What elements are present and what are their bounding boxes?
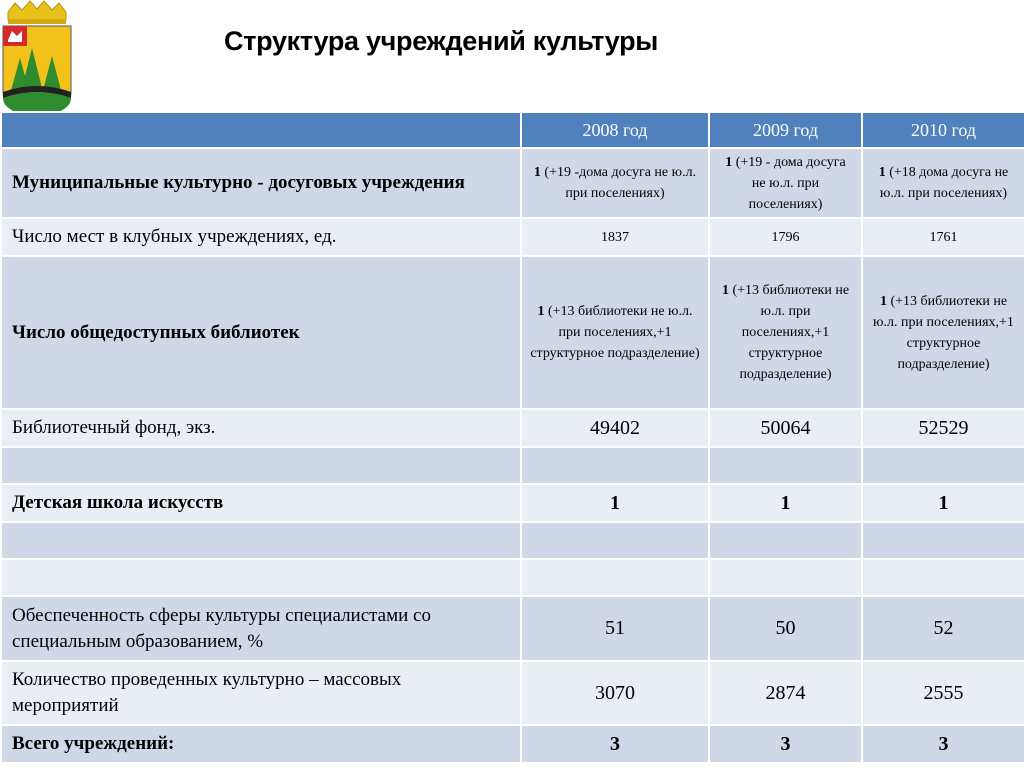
table-cell: 3 (709, 725, 862, 763)
table-cell: 50064 (709, 409, 862, 447)
coat-of-arms-icon (0, 0, 74, 120)
header-2008: 2008 год (521, 112, 709, 148)
table-cell: 1 (+19 - дома досуга не ю.л. при поселениях) (709, 148, 862, 218)
table-cell: 52 (862, 596, 1024, 661)
table-cell: 1 (521, 484, 709, 522)
header-2009: 2009 год (709, 112, 862, 148)
table-cell: 1 (+19 -дома досуга не ю.л. при поселениях) (521, 148, 709, 218)
empty-row (1, 447, 1024, 484)
table-cell: 1 (+18 дома досуга не ю.л. при поселениях) (862, 148, 1024, 218)
table-row (1, 148, 1024, 218)
page-title: Структура учреждений культуры (224, 26, 659, 56)
header-2010: 2010 год (862, 112, 1024, 148)
table-row (1, 218, 1024, 256)
table-cell: 1 (+13 библиотеки не ю.л. при поселениях,+1 структурное подразделение) (862, 256, 1024, 409)
table-row (1, 596, 1024, 661)
header-empty (1, 112, 521, 148)
table-cell: 51 (521, 596, 709, 661)
row-label: Библиотечный фонд, экз. (1, 409, 521, 447)
row-label: Число общедоступных библиотек (1, 256, 521, 409)
table-cell: 52529 (862, 409, 1024, 447)
row-label: Всего учреждений: (1, 725, 521, 763)
table-cell: 1 (862, 484, 1024, 522)
row-label: Обеспеченность сферы культуры специалистами со специальным образованием, % (1, 596, 521, 661)
table-cell: 1796 (709, 218, 862, 256)
table-cell: 1 (+13 библиотеки не ю.л. при поселениях,+1 структурное подразделение) (521, 256, 709, 409)
culture-table (0, 111, 1024, 764)
row-label: Количество проведенных культурно – массовых мероприятий (1, 661, 521, 725)
table-cell: 2874 (709, 661, 862, 725)
table-row (1, 661, 1024, 725)
table-row (1, 256, 1024, 409)
table-cell: 50 (709, 596, 862, 661)
table-row (1, 484, 1024, 522)
row-label: Муниципальные культурно - досуговых учреждения (1, 148, 521, 218)
row-label: Детская школа искусств (1, 484, 521, 522)
table-cell: 49402 (521, 409, 709, 447)
table-cell: 3 (862, 725, 1024, 763)
empty-row (1, 559, 1024, 596)
table-cell: 1761 (862, 218, 1024, 256)
table-cell: 3 (521, 725, 709, 763)
table-row (1, 409, 1024, 447)
row-label: Число мест в клубных учреждениях, ед. (1, 218, 521, 256)
table-cell: 1 (+13 библиотеки не ю.л. при поселениях,+1 структурное подразделение) (709, 256, 862, 409)
header-row (1, 112, 1024, 148)
table-cell: 1837 (521, 218, 709, 256)
table-cell: 2555 (862, 661, 1024, 725)
empty-row (1, 522, 1024, 559)
table-cell: 3070 (521, 661, 709, 725)
table-cell: 1 (709, 484, 862, 522)
table-row (1, 725, 1024, 763)
